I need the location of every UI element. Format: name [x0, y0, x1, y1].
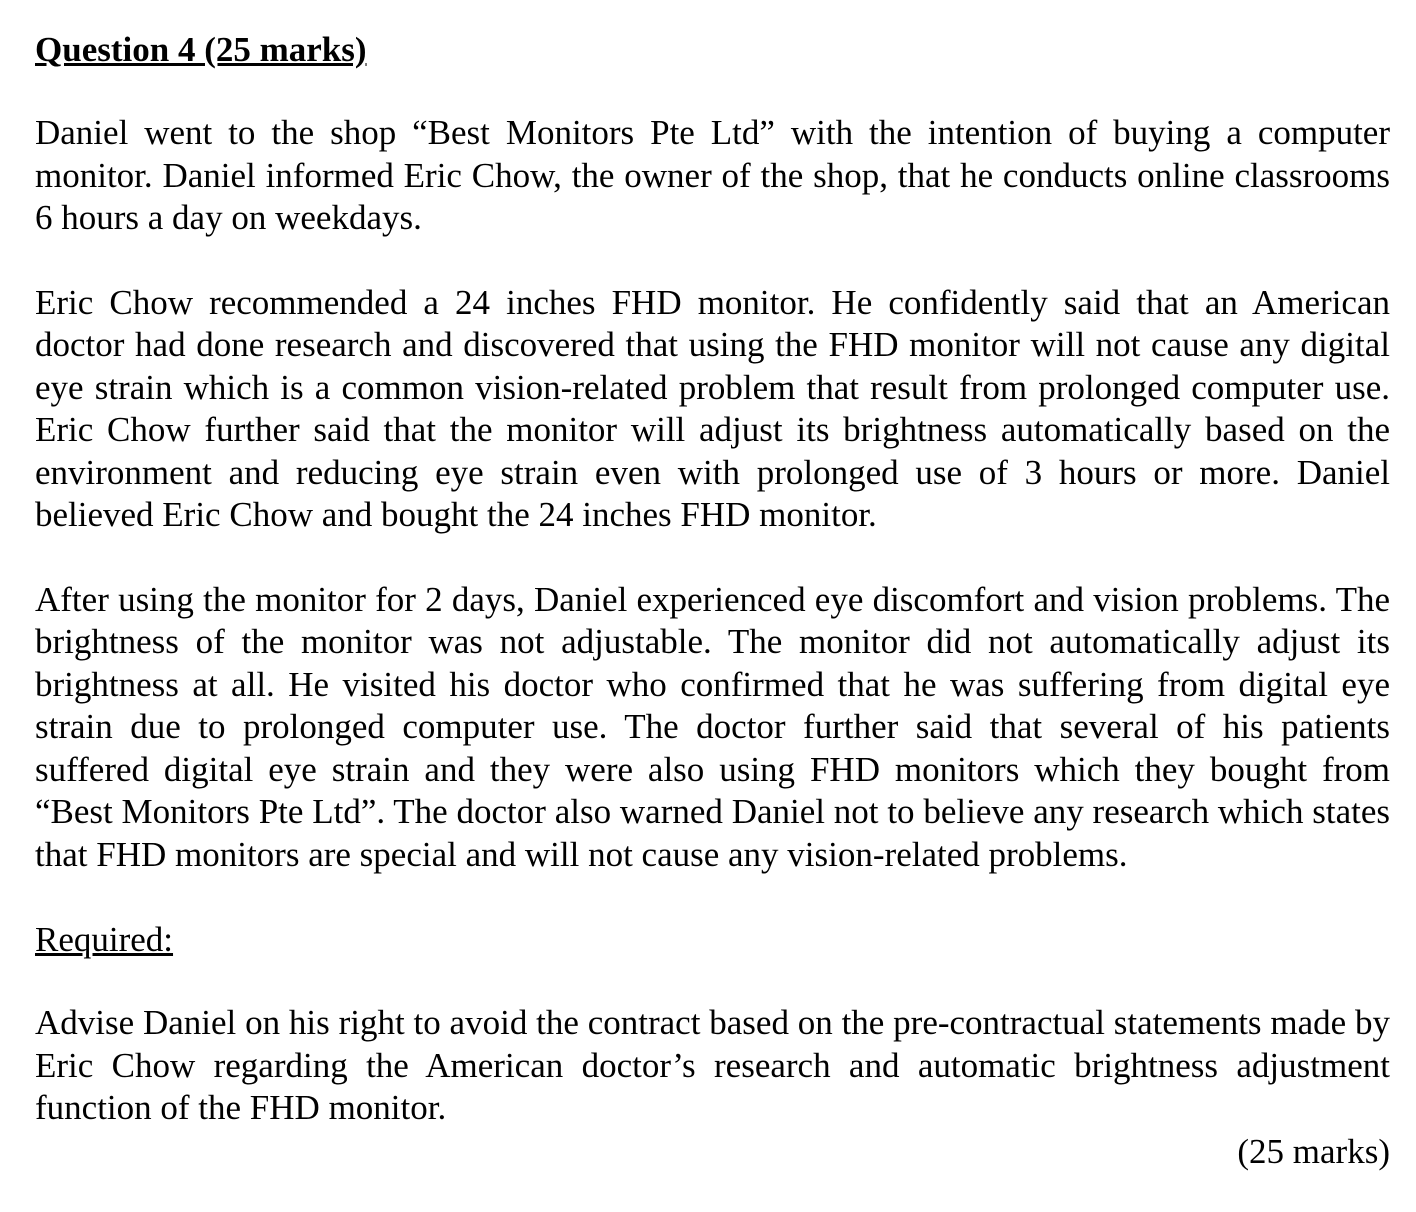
- paragraph-shop-visit: Daniel went to the shop “Best Monitors Pte Ltd” with the intention of buying a computer monitor. Daniel informed Eric Chow, the owner of the shop, that he conducts online classrooms 6 hours a day on weekdays.: [35, 113, 1390, 237]
- question-heading: Question 4 (25 marks): [35, 30, 367, 69]
- paragraph-eye-strain: After using the monitor for 2 days, Daniel experienced eye discomfort and vision problems. The brightness of the monitor was not adjustable. The monitor did not automatically adjust its brightness at all. He visited his doctor who confirmed that he was suffering from digital eye strain due to prolonged computer use. The doctor further said that several of his patients suffered digital eye strain and they were also using FHD monitors which they bought from “Best Monitors Pte Ltd”. The doctor also warned Daniel not to believe any research which states that FHD monitors are special and will not cause any vision-related problems.: [35, 579, 1390, 874]
- required-text: Advise Daniel on his right to avoid the contract based on the pre-contractual statements made by Eric Chow regarding the American doctor’s research and automatic brightness adjustment function of the FHD monitor.: [35, 1003, 1390, 1127]
- required-label: Required:: [35, 920, 174, 959]
- question-document: [35, 26, 1390, 1174]
- marks-label: (25 marks): [1237, 1131, 1390, 1171]
- paragraph-recommendation: Eric Chow recommended a 24 inches FHD monitor. He confidently said that an American doctor had done research and discovered that using the FHD monitor will not cause any digital eye strain which is a common vision-related problem that result from prolonged computer use. Eric Chow further said that the monitor will adjust its brightness automatically based on the environment and reducing eye strain even with prolonged use of 3 hours or more. Daniel believed Eric Chow and bought the 24 inches FHD monitor.: [35, 282, 1390, 534]
